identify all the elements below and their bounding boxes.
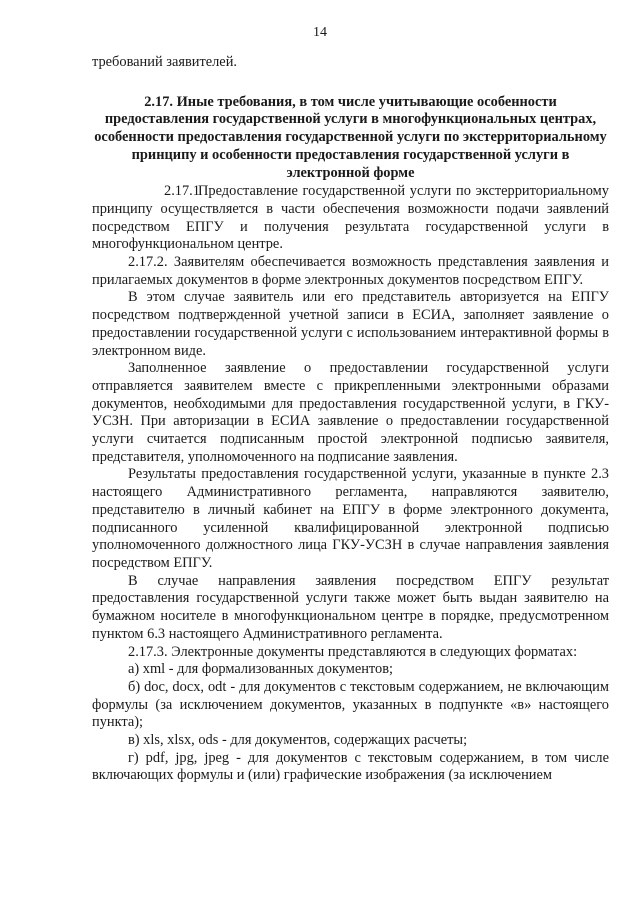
carryover-line: требований заявителей. xyxy=(92,54,237,70)
format-item-a: а) xml - для формализованных документов; xyxy=(128,661,394,678)
paragraph-filled-application: Заполненное заявление о предоставлении государственной услуги отправляется заявителем вместе с прикрепленными электронными образами документов, необходимыми для предоставления государственной услуги, в ГКУ-УСЗН. При авторизации в ЕСИА заявление о предоставлении государственной услуги считается подписанным простой электронной подписью заявителя, представителя, уполномоченного на подписание заявления. xyxy=(92,360,609,465)
paragraph-text: Предоставление государственной услуги по экстерриториальному принципу осуществляется в части обеспечения возможности подачи заявлений посредством ЕПГУ и получения результата государственной услуги в многофункциональном центре. xyxy=(92,183,609,253)
format-item-v: в) xls, xlsx, ods - для документов, содержащих расчеты; xyxy=(128,732,468,749)
paragraph-2-17-3: 2.17.3. Электронные документы представляются в следующих форматах: xyxy=(128,643,578,660)
format-item-b: б) doc, docx, odt - для документов с текстовым содержанием, не включающим формулы (за исключением документов, указанных в подпункте «в» настоящего пункта); xyxy=(92,678,609,731)
format-item-g: г) pdf, jpg, jpeg - для документов с текстовым содержанием, в том числе включающих формулы и (или) графические изображения (за исключением xyxy=(92,749,609,784)
page-number: 14 xyxy=(313,25,327,40)
page-body xyxy=(92,54,609,785)
section-heading: 2.17. Иные требования, в том числе учитывающие особенности предоставления государственной услуги в многофункциональных центрах, особенности предоставления государственной услуги по экстерриториальному принципу и особенности предоставления государственной услуги в электронной форме xyxy=(94,93,607,181)
paragraph-2-17-2: 2.17.2. Заявителям обеспечивается возможность представления заявления и прилагаемых документов в форме электронных документов посредством ЕПГУ. xyxy=(92,254,609,288)
paragraph-paper-result: В случае направления заявления посредством ЕПГУ результат предоставления государственной услуги также может быть выдан заявителю на бумажном носителе в многофункциональном центре в порядке, предусмотренном пунктом 6.3 настоящего Административного регламента. xyxy=(92,572,609,642)
paragraph-2-17-1 xyxy=(92,183,609,254)
paragraph-results: Результаты предоставления государственной услуги, указанные в пункте 2.3 настоящего Административного регламента, направляются заявителю, представителю в личный кабинет на ЕПГУ в форме электронного документа, подписанного усиленной квалифицированной электронной подписью уполномоченного должностного лица ГКУ-УСЗН в случае направления заявления посредством ЕПГУ. xyxy=(92,466,609,571)
paragraph-esia: В этом случае заявитель или его представитель авторизуется на ЕПГУ посредством подтвержденной учетной записи в ЕСИА, заполняет заявление о предоставлении государственной услуги с использованием интерактивной формы в электронном виде. xyxy=(92,289,609,359)
paragraph-number: 2.17.1 xyxy=(164,183,200,200)
